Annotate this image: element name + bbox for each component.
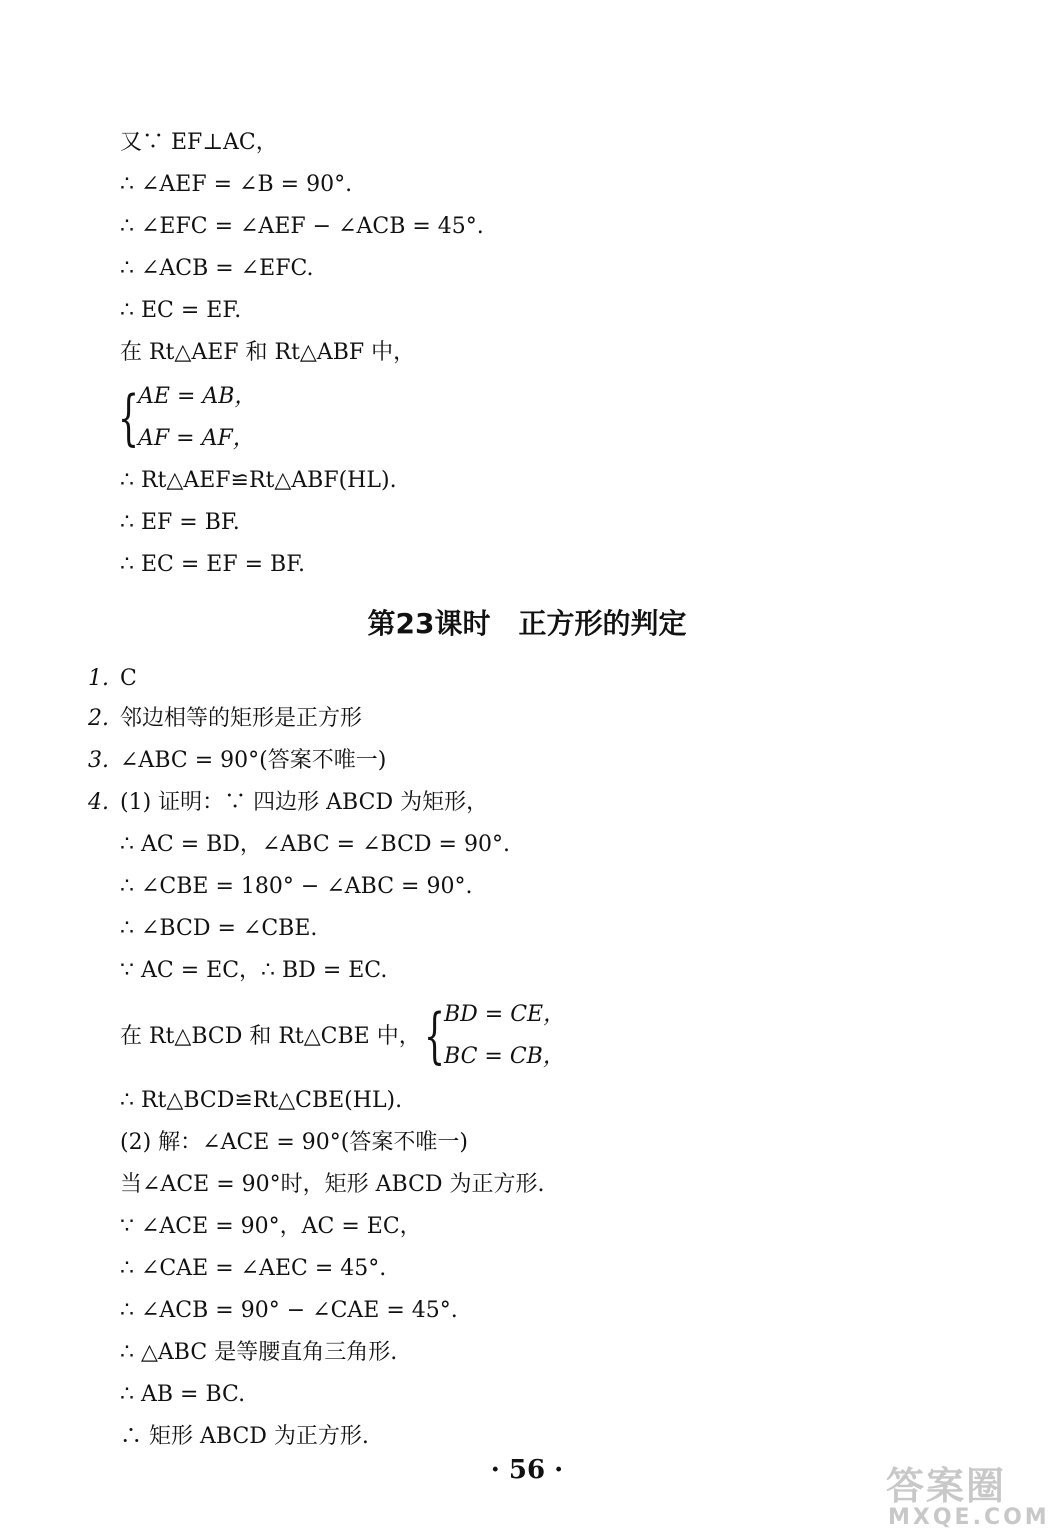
watermark-logo (880, 1464, 1050, 1530)
proof-line: ∴ ∠ACB = 90° − ∠CAE = 45°. (120, 1298, 458, 1323)
question-number: 2. (88, 706, 109, 731)
left-brace-icon: { (424, 1001, 446, 1071)
proof-line: ∵ AC = EC，∴ BD = EC. (120, 958, 388, 983)
proof-line: ∴ ∠BCD = ∠CBE. (120, 916, 318, 941)
answer-text: ∠ABC = 90°(答案不唯一) (120, 748, 387, 773)
proof-line: 在 Rt△BCD 和 Rt△CBE 中， (120, 1024, 421, 1049)
proof-line: ∴ ∠CAE = ∠AEC = 45°. (120, 1256, 387, 1281)
section-title: 第23课时 正方形的判定 (367, 607, 687, 640)
proof-line: ∴ ∠AEF = ∠B = 90°. (120, 172, 353, 197)
proof-line: 在 Rt△AEF 和 Rt△ABF 中， (120, 340, 416, 365)
left-brace-icon: { (118, 383, 140, 453)
answer-text: C (120, 666, 137, 691)
equation-system-line: BD = CE， (444, 1002, 566, 1027)
proof-line: ∴ Rt△BCD≌Rt△CBE(HL). (120, 1088, 403, 1113)
proof-line: (2) 解：∠ACE = 90°(答案不唯一) (120, 1130, 468, 1155)
equation-system-line: AE = AB， (138, 384, 257, 409)
answer-text: (1) 证明：∵ 四边形 ABCD 为矩形， (120, 790, 489, 815)
proof-line: ∴ Rt△AEF≌Rt△ABF(HL). (120, 468, 397, 493)
watermark-url: MXQE.COM (888, 1505, 1050, 1530)
question-number: 1. (88, 666, 109, 691)
proof-line: ∴ EC = EF. (120, 298, 242, 323)
proof-line: 当∠ACE = 90°时，矩形 ABCD 为正方形. (120, 1172, 545, 1197)
proof-line: ∴ ∠EFC = ∠AEF − ∠ACB = 45°. (120, 214, 484, 239)
proof-line: ∴ △ABC 是等腰直角三角形. (120, 1340, 398, 1365)
page-number: · 56 · (490, 1455, 564, 1485)
proof-line: ∴ AB = BC. (120, 1382, 246, 1407)
proof-line: ∵ ∠ACE = 90°，AC = EC， (120, 1214, 422, 1239)
proof-line: ∴ AC = BD，∠ABC = ∠BCD = 90°. (120, 832, 510, 857)
question-number: 3. (88, 748, 109, 773)
proof-line: 又∵ EF⊥AC， (120, 130, 278, 155)
answer-text: 邻边相等的矩形是正方形 (120, 706, 363, 731)
question-number: 4. (88, 790, 109, 815)
proof-line: ∴ ∠CBE = 180° − ∠ABC = 90°. (120, 874, 473, 899)
proof-line: ∴ 矩形 ABCD 为正方形. (120, 1424, 369, 1449)
watermark-title: 答案圈 (886, 1464, 1007, 1508)
equation-system-line: AF = AF， (138, 426, 255, 451)
proof-line: ∴ EF = BF. (120, 510, 240, 535)
equation-system-line: BC = CB， (444, 1044, 565, 1069)
proof-line: ∴ EC = EF = BF. (120, 552, 306, 577)
proof-line: ∴ ∠ACB = ∠EFC. (120, 256, 314, 281)
